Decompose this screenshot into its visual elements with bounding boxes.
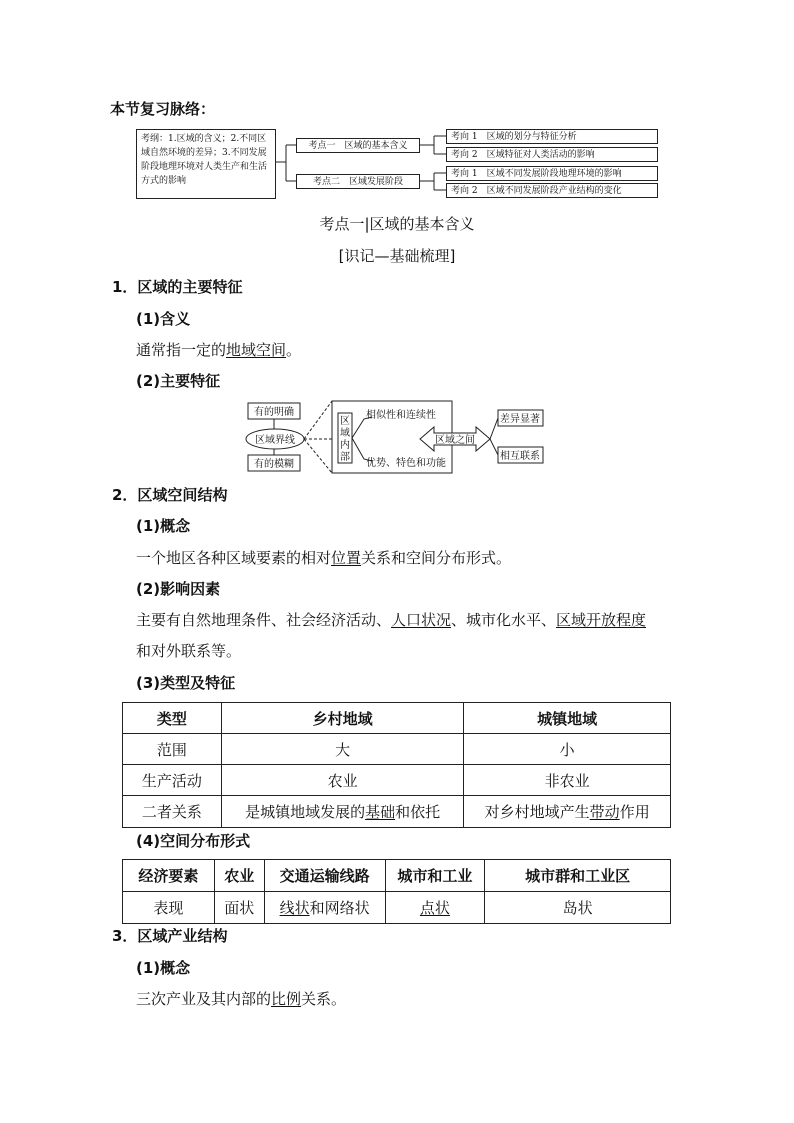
label-vague: 有的模糊 xyxy=(254,459,294,470)
blank-answer: 位置 xyxy=(331,549,362,567)
outline-point-1: 考点一 区域的基本含义 xyxy=(296,138,420,153)
blank-answer: 带动 xyxy=(589,803,620,821)
table-header: 类型 xyxy=(123,703,222,734)
s3-sub1: (1)概念 xyxy=(136,959,191,977)
blank-answer: 基础 xyxy=(365,803,396,821)
table-header: 城市群和工业区 xyxy=(485,860,671,892)
outline-sub-2-1: 考向 1 区域不同发展阶段地理环境的影响 xyxy=(446,166,658,181)
table-cell: 面状 xyxy=(214,892,264,924)
table-row xyxy=(123,892,671,924)
blank-answer: 比例 xyxy=(271,990,302,1008)
label-boundary: 区域界线 xyxy=(255,435,295,446)
s2-sub4: (4)空间分布形式 xyxy=(136,832,251,850)
s1-sub2: (2)主要特征 xyxy=(136,372,221,390)
outline-sub-2-2: 考向 2 区域不同发展阶段产业结构的变化 xyxy=(446,183,658,198)
label-advantage: 优势、特色和功能 xyxy=(366,458,446,469)
inner-char-4: 部 xyxy=(340,452,350,463)
table-cell: 小 xyxy=(464,734,671,765)
feature-diagram xyxy=(244,397,546,475)
table-header: 经济要素 xyxy=(123,860,215,892)
section-title: 考点一|区域的基本含义 xyxy=(319,215,475,233)
table-cell: 范围 xyxy=(123,734,222,765)
inner-char-2: 域 xyxy=(340,428,350,439)
table-cell: 对乡村地域产生带动作用 xyxy=(464,796,671,828)
s2-text1: 一个地区各种区域要素的相对位置关系和空间分布形式。 xyxy=(136,549,512,567)
blank-answer: 地域空间 xyxy=(226,341,287,359)
s1-sub1: (1)含义 xyxy=(136,310,191,328)
table-cell: 生产活动 xyxy=(123,765,222,796)
label-link: 相互联系 xyxy=(500,451,540,462)
table-row xyxy=(123,734,671,765)
blank-answer: 区域开放程度 xyxy=(556,611,647,629)
outline-sub-1-1: 考向 1 区域的划分与特征分析 xyxy=(446,129,658,144)
type-table xyxy=(122,702,671,828)
label-between: 区域之间 xyxy=(435,435,475,446)
label-diff: 差异显著 xyxy=(500,414,540,425)
table-header: 城市和工业 xyxy=(385,860,485,892)
table-cell: 岛状 xyxy=(485,892,671,924)
table-row xyxy=(123,796,671,828)
s3-title: 3．区域产业结构 xyxy=(112,927,228,945)
s1-title: 1．区域的主要特征 xyxy=(112,278,243,296)
table-cell: 表现 xyxy=(123,892,215,924)
section-subtitle: [识记—基础梳理] xyxy=(338,247,456,265)
distribution-table xyxy=(122,859,671,924)
table-cell: 二者关系 xyxy=(123,796,222,828)
inner-char-3: 内 xyxy=(340,440,350,451)
outline-heading: 本节复习脉络： xyxy=(110,100,216,118)
s2-sub2: (2)影响因素 xyxy=(136,580,221,598)
table-row xyxy=(123,765,671,796)
blank-answer: 人口状况 xyxy=(391,611,452,629)
s1-text1: 通常指一定的地域空间。 xyxy=(136,341,302,359)
table-cell: 农业 xyxy=(221,765,464,796)
syllabus-box: 考纲：1.区域的含义；2.不同区域自然环境的差异；3.不同发展阶段地理环境对人类生产和生活方式的影响 xyxy=(136,129,276,199)
table-cell xyxy=(385,892,485,924)
table-header: 交通运输线路 xyxy=(264,860,385,892)
s3-text1: 三次产业及其内部的比例关系。 xyxy=(136,990,347,1008)
table-header: 农业 xyxy=(214,860,264,892)
label-clear: 有的明确 xyxy=(254,407,294,418)
s2-text2-cont: 和对外联系等。 xyxy=(136,642,242,660)
s2-title: 2．区域空间结构 xyxy=(112,486,228,504)
table-cell: 是城镇地域发展的基础和依托 xyxy=(221,796,464,828)
table-cell: 非农业 xyxy=(464,765,671,796)
blank-answer: 线状 xyxy=(279,899,310,917)
inner-char-1: 区 xyxy=(340,416,350,427)
blank-answer: 点状 xyxy=(419,899,450,917)
s2-sub3: (3)类型及特征 xyxy=(136,674,236,692)
table-header: 城镇地域 xyxy=(464,703,671,734)
s2-text2: 主要有自然地理条件、社会经济活动、人口状况、城市化水平、区域开放程度 xyxy=(136,611,647,629)
table-header: 乡村地域 xyxy=(221,703,464,734)
outline-point-2: 考点二 区域发展阶段 xyxy=(296,174,420,189)
label-similarity: 相似性和连续性 xyxy=(366,410,436,421)
s2-sub1: (1)概念 xyxy=(136,517,191,535)
table-cell: 大 xyxy=(221,734,464,765)
outline-sub-1-2: 考向 2 区域特征对人类活动的影响 xyxy=(446,147,658,162)
table-cell: 线状和网络状 xyxy=(264,892,385,924)
